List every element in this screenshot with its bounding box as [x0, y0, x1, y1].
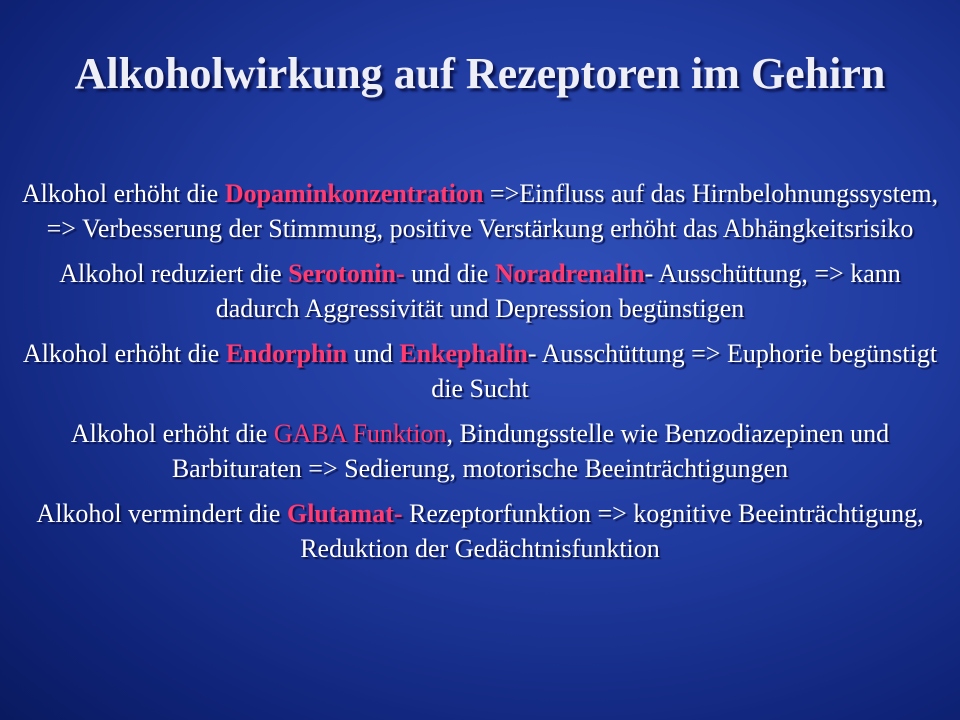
paragraph-text: Alkohol reduziert die — [59, 259, 289, 288]
paragraph-text: - Ausschüttung => Euphorie begünstigt die Sucht — [431, 339, 938, 403]
paragraph-text: Alkohol erhöht die — [70, 419, 274, 448]
slide-body — [20, 176, 940, 576]
highlight-term: Enkephalin — [399, 339, 528, 368]
paragraph-text: und die — [404, 259, 495, 288]
paragraph-text: =>Einfluss auf das Hirnbelohnungssystem, => Verbesserung der Stimmung, positive Verstärkung erhöht das Abhängkeitsrisiko — [46, 179, 939, 243]
highlight-term: Glutamat- — [286, 499, 403, 528]
paragraph-text: Alkohol erhöht die — [22, 339, 226, 368]
paragraph-text: - Ausschüttung, => kann dadurch Aggressivität und Depression begünstigen — [215, 259, 901, 323]
highlight-term: Noradrenalin — [494, 259, 645, 288]
paragraph-text: Alkohol erhöht die — [21, 179, 225, 208]
highlight-term: Endorphin — [225, 339, 348, 368]
slide-title: Alkoholwirkung auf Rezeptoren im Gehirn — [74, 49, 886, 98]
paragraph-text: Rezeptorfunktion => kognitive Beeinträchtigung, Reduktion der Gedächtnisfunktion — [300, 499, 924, 563]
highlight-term: Serotonin- — [288, 259, 405, 288]
highlight-term: GABA Funktion — [273, 419, 447, 448]
paragraph-dopamine — [20, 176, 940, 246]
paragraph-gaba — [20, 416, 940, 486]
highlight-term: Dopaminkonzentration — [224, 179, 484, 208]
paragraph-text: und — [347, 339, 400, 368]
paragraph-text: Alkohol vermindert die — [36, 499, 287, 528]
paragraph-glutamate — [20, 496, 940, 566]
paragraph-text: , Bindungsstelle wie Benzodiazepinen und Barbituraten => Sedierung, motorische Beeinträchtigungen — [171, 419, 890, 483]
paragraph-endorphin — [20, 336, 940, 406]
paragraph-serotonin — [20, 256, 940, 326]
